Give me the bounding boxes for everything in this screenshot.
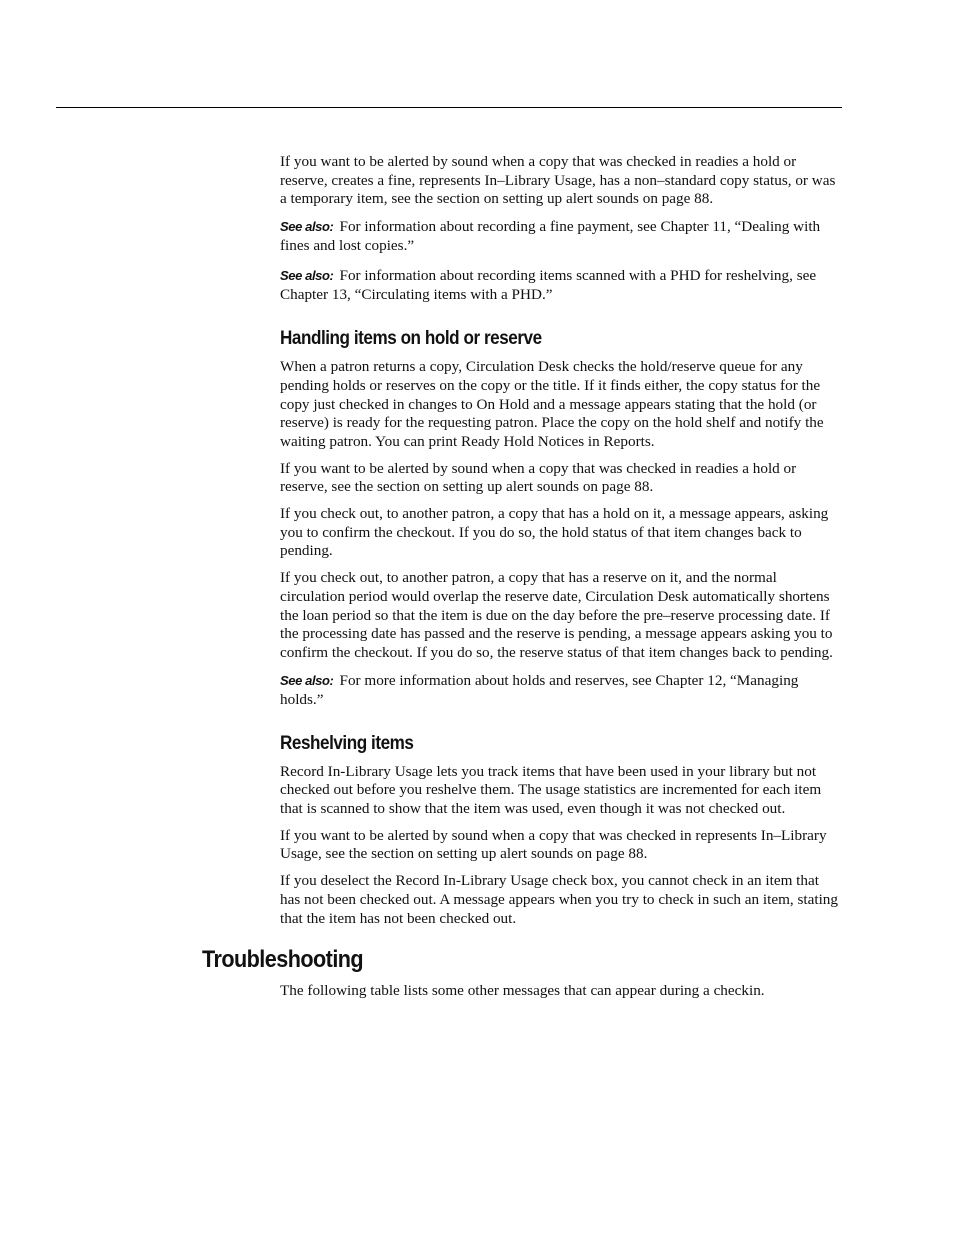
troubleshooting-paragraph: The following table lists some other messages that can appear during a checkin. [280, 982, 765, 1000]
see-also-phd-reshelving [280, 266, 842, 304]
see-also-label: See also: [280, 219, 334, 235]
heading-reshelving: Reshelving items [280, 732, 414, 754]
page-content [202, 153, 842, 1009]
hold-paragraph-3: If you check out, to another patron, a copy that has a hold on it, a message appears, asking you to confirm the checkout. If you do so, the hold status of that item changes back to pending. [280, 505, 829, 560]
hold-paragraph-1: When a patron returns a copy, Circulation Desk checks the hold/reserve queue for any pending holds or reserves on the copy or the title. If it finds either, the copy status for the copy just checked in changes to On Hold and a message appears stating that the hold (or reserve) is ready for the requesting patron. Place the copy on the hold shelf and notify the waiting patron. You can print Ready Hold Notices in Reports. [280, 358, 824, 450]
hold-paragraph-2: If you want to be alerted by sound when a copy that was checked in readies a hold or reserve, see the section on setting up alert sounds on page 88. [280, 459, 797, 496]
header-rule [56, 107, 842, 108]
alert-sound-paragraph: If you want to be alerted by sound when a copy that was checked in readies a hold or reserve, creates a fine, represents In–Library Usage, has a non–standard copy status, or was a temporary item, see the section on setting up alert sounds on page 88. [280, 153, 836, 208]
see-also-fine-payment [280, 217, 842, 255]
see-also-label: See also: [280, 268, 334, 284]
heading-hold-reserve: Handling items on hold or reserve [280, 328, 542, 350]
see-also-text: For information about recording items scanned with a PHD for reshelving, see Chapter 13, “Circulating items with a PHD.” [280, 267, 817, 304]
hold-paragraph-4: If you check out, to another patron, a copy that has a reserve on it, and the normal circulation period would overlap the reserve date, Circulation Desk automatically shortens the loan period so that the item is due on the day before the pre–reserve processing date. If the processing date has passed and the reserve is pending, a message appears asking you to confirm the checkout. If you do so, the reserve status of that item changes back to pending. [280, 569, 833, 661]
reshelving-paragraph-1: Record In-Library Usage lets you track items that have been used in your library but not checked out before you reshelve them. The usage statistics are incremented for each item that is scanned to show that the item was used, even though it was not checked out. [280, 762, 822, 818]
see-also-text: For information about recording a fine payment, see Chapter 11, “Dealing with fines and lost copies.” [280, 218, 821, 255]
see-also-label: See also: [280, 672, 334, 688]
see-also-text: For more information about holds and reserves, see Chapter 12, “Managing holds.” [280, 671, 799, 708]
reshelving-paragraph-2: If you want to be alerted by sound when a copy that was checked in represents In–Library Usage, see the section on setting up alert sounds on page 88. [280, 826, 827, 863]
heading-troubleshooting: Troubleshooting [202, 946, 364, 974]
see-also-holds [280, 671, 842, 709]
reshelving-paragraph-3: If you deselect the Record In-Library Usage check box, you cannot check in an item that has not been checked out. A message appears when you try to check in such an item, stating that the item has not been checked out. [280, 872, 838, 927]
